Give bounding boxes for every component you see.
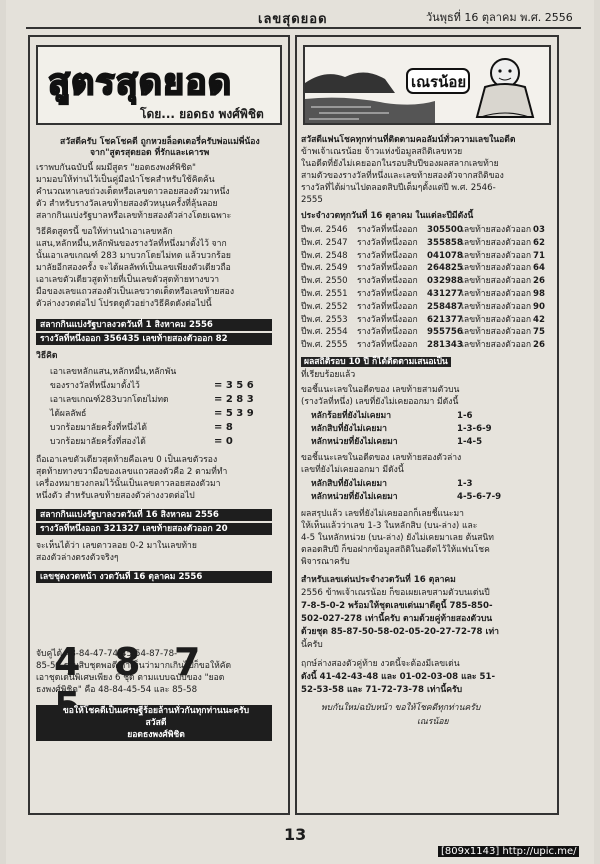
paragraph-line: สุดท้ายทางขวามือของเลขแถวสองตัวคือ 2 ตามที่ทำ: [36, 467, 228, 477]
position-label: หลักหน่วยที่ยังไม่เคยมา: [311, 492, 398, 502]
paragraph-line: หนึ่งตัว สำหรับเลขท้ายสองตัวล่างงวดต่อไป: [36, 491, 195, 501]
year-label: ปีพ.ศ. 2546: [301, 225, 348, 235]
intro-line: สวัสดีแฟนโชคทุกท่านที่ติดตามคอลัมน์ทั่วความเลขในอดีต: [301, 135, 516, 145]
first-prize-number: 258487: [427, 301, 463, 312]
paragraph-line: ด้วยชุด 85-87-50-58-02-05-20-27-72-78 เท่า: [301, 627, 499, 637]
logo-title: สูตรสุดยอด: [48, 62, 233, 103]
intro-line: 2555: [301, 195, 323, 205]
prize-label: รางวัลที่หนึ่งออก: [357, 301, 418, 312]
paragraph-line: 52-53-58 และ 71-72-73-78 เท่านี้ครับ: [301, 685, 463, 695]
prize-label: รางวัลที่หนึ่งออก: [357, 250, 418, 261]
paragraph-line: มามอบให้ท่านไว้เป็นคู่มือนำโชคสำหรับใช้คิดค้น: [36, 175, 215, 185]
newspaper-page: [6, 0, 594, 864]
paragraph-line: ให้เห็นแล้วว่าเลข 1-3 ในหลักสิบ (บน-ล่าง) และ: [301, 521, 478, 531]
calc-label: เอาเลขเกณฑ์283บวกโดยไม่ทด: [50, 395, 169, 405]
paragraph-line: มาลัยอีกสองครั้ง จะได้ผลลัพท์เป็นเลขเพียงตัวเดียวถือ: [36, 263, 231, 273]
intro-line: ในอดีตที่ยังไม่เคยออกในรอบสิบปีของผลสลากเลขท้าย: [301, 159, 499, 169]
paragraph-line: ขอชี้แนะเลขในอดีตของ เลขท้ายสามตัวบน: [301, 385, 460, 395]
last-two-number: 98: [533, 289, 545, 299]
last-two-number: 62: [533, 237, 545, 248]
calc-label: ของรางวัลที่หนึ่งมาตั้งไว้: [50, 381, 140, 391]
paragraph-line: สองตัวล่างตรงตัวจริงๆ: [36, 553, 119, 563]
paragraph-line: 85-58 รวมสิบชุดพอดี ถ้าเห็นว่ามากเกินไปก็ขอให้คัด: [36, 661, 232, 671]
year-label: ปีพ.ศ. 2548: [301, 250, 348, 261]
first-prize-number: 041078: [427, 250, 463, 261]
position-value: 1-3-6-9: [457, 424, 492, 434]
last-two-label: เลขท้ายสองตัวออก: [461, 327, 532, 338]
draw-date-bar: สลากกินแบ่งรัฐบาลงวดวันที่ 16 สิงหาคม 2556: [36, 509, 272, 521]
year-label: ปีพ.ศ. 2551: [301, 289, 348, 299]
paragraph-line: ตัวล่างงวดต่อไป โปรดดูตัวอย่างวิธีคิดดังต่อไปนี้: [36, 299, 212, 309]
position-label: หลักร้อยที่ยังไม่เคยมา: [311, 411, 392, 421]
intro-line: สวัสดีครับ โชคโชคดี ถูกหวยล็อตเตอรี่ครับพ่อแม่พี่น้อง: [60, 137, 260, 147]
closing-bar: สวัสดี: [36, 717, 272, 729]
first-prize-number: 032988: [427, 276, 463, 287]
position-label: หลักสิบที่ยังไม่เคยมา: [311, 424, 387, 434]
calc-value: = 0: [214, 436, 233, 447]
draw-date-bar: สลากกินแบ่งรัฐบาลงวดวันที่ 1 สิงหาคม 2556: [36, 319, 272, 331]
last-two-number: 26: [533, 340, 545, 351]
calc-value: = 5 3 9: [214, 408, 254, 419]
header-date: วันพุธที่ 16 ตุลาคม พ.ศ. 2556: [426, 11, 573, 24]
paragraph-line: เอาชุดเด่นพิเศษเพียง 6 ชุด ตามแบบฉบับของ "ยอด: [36, 673, 225, 683]
featured-digit: 8: [114, 640, 142, 684]
prize-label: รางวัลที่หนึ่งออก: [357, 340, 418, 351]
paragraph-line: สำหรับเลขเด่นประจำงวดวันที่ 16 ตุลาคม: [301, 575, 456, 585]
paragraph-line: เครื่องหมายวงกลมไว้นั้นเป็นเลขตาวลอยสองตัวมา: [36, 479, 221, 489]
signoff-name: เณรน้อย: [417, 717, 449, 727]
header-rule: [26, 27, 581, 29]
calc-value: = 2 8 3: [214, 394, 254, 405]
paragraph-line: ตัว สำหรับรางวัลเลขท้ายสองตัวหนุนครั้งที่ลุ้นลอย: [36, 199, 218, 209]
last-two-number: 90: [533, 301, 545, 312]
paragraph-line: ขอชี้แนะเลขในอดีตของ เลขท้ายสองตัวล่าง: [301, 453, 462, 463]
column-logo: [36, 45, 282, 125]
draw-result-bar: รางวัลที่หนึ่งออก 356435 เลขท้ายสองตัวออก 82: [36, 333, 272, 345]
last-two-number: 71: [533, 250, 545, 261]
prize-label: รางวัลที่หนึ่งออก: [357, 289, 418, 299]
stat-heading: ผลสถิติรอบ 10 ปี ก็ได้ติดตามเสนอเป็น: [301, 357, 451, 367]
right-column: [295, 35, 559, 815]
year-label: ปีพ.ศ. 2555: [301, 340, 348, 351]
paragraph-line: เอาเลขตัวเดียวสูดท้ายที่เป็นเลขตัวสุดท้ายทางขวา: [36, 275, 220, 285]
last-two-label: เลขท้ายสองตัวออก: [461, 301, 532, 312]
last-two-label: เลขท้ายสองตัวออก: [461, 276, 532, 287]
paragraph-line: มือของเลขแถวสองตัวเป็นเลขวาดเด็ดหรือเลขท้ายสอง: [36, 287, 235, 297]
year-label: ปีพ.ศ. 2547: [301, 237, 348, 248]
last-two-number: 64: [533, 263, 545, 274]
closing-bar: ขอให้โชคดีเป็นเศรษฐีร้อยล้านทั่วกันทุกท่านนะครับ: [36, 705, 272, 717]
paragraph-line: ฤกษ์ล่างสองตัวคู่ท้าย งวดนี้จะต้องมีเลขเด่น: [301, 659, 460, 669]
first-prize-number: 955756: [427, 327, 463, 338]
year-label: ปีพ.ศ. 2550: [301, 276, 348, 287]
page-number: 13: [284, 825, 307, 844]
year-label: ปีพ.ศ. 2554: [301, 327, 348, 338]
prize-label: รางวัลที่หนึ่งออก: [357, 276, 418, 287]
list-title: ประจำงวดทุกวันที่ 16 ตุลาคม ในแต่ละปีมีดังนี้: [301, 211, 474, 221]
position-label: หลักสิบที่ยังไม่เคยมา: [311, 479, 387, 489]
paragraph-line: ที่เรียบร้อยแล้ว: [301, 370, 356, 380]
last-two-label: เลขท้ายสองตัวออก: [461, 289, 532, 299]
position-value: 1-4-5: [457, 437, 483, 447]
banner-text: เณรน้อย: [411, 73, 467, 91]
paragraph-line: นั้นเอาเลขเกณฑ์ 283 มาบวกโดยไม่ทด แล้วบวกร้อย: [36, 251, 231, 261]
watermark-url: [809x1143] http://upic.me/: [438, 846, 579, 857]
prize-label: รางวัลที่หนึ่งออก: [357, 314, 418, 325]
position-value: 1-6: [457, 411, 473, 421]
position-label: หลักหน่วยที่ยังไม่เคยมา: [311, 437, 398, 447]
paragraph-line: จับคู่ได้ 48-84-47-74-45-54-87-78-: [36, 649, 178, 659]
paragraph-line: เลขที่ยังไม่เคยออกมา มีดังนี้: [301, 465, 404, 475]
calc-value: = 3 5 6: [214, 380, 254, 391]
paragraph-line: เราพบกันฉบับนี้ ผมมีสูตร "ยอดธงพงศ์พิชิต": [36, 163, 197, 173]
featured-digit: 4: [54, 640, 82, 684]
last-two-number: 75: [533, 327, 545, 338]
paragraph-line: คำนวณหาเลขถ่วงเด็ดหรือเลขตาวลอยสองตัวมาหนึ่ง: [36, 187, 230, 197]
paragraph-line: 4-5 ในหลักหน่วย (บน-ล่าง) ยังไม่เคยมาเลย ต้นสนิท: [301, 533, 494, 543]
paragraph-line: ถือเอาเลขตัวเดียวสุดท้ายคือเลข 0 เป็นเลขตัวรอง: [36, 455, 218, 465]
intro-line: ข้าพเจ้าเณรน้อย จ้าวแห่งข้อมูลสถิติเลขหวย: [301, 147, 463, 157]
paragraph-line: [301, 357, 451, 367]
author-bar: ยอดธงพงศ์พิชิต: [36, 729, 272, 741]
signoff-line: พบกันใหม่ฉบับหน้า ขอให้โชคดีทุกท่านครับ: [321, 703, 481, 713]
paragraph-line: ตลอดสิบปี ก็ขอฝากข้อมูลสถิติในอดีตไว้ให้แฟนโชค: [301, 545, 490, 555]
paragraph-line: แสน,หลักหมื่น,หลักพันของรางวัลที่หนึ่งมาตั้งไว้ จาก: [36, 239, 227, 249]
paragraph-line: ธงพงศ์พิชิต" คือ 48-84-45-54 และ 85-58: [36, 685, 198, 695]
paragraph-line: 2556 ข้าพเจ้าเณรน้อย ก็ขอเผยเลขสามตัวบนเด่นปี: [301, 588, 490, 598]
year-label: ปีพ.ศ. 2552: [301, 301, 348, 312]
last-two-number: 42: [533, 314, 545, 325]
paragraph-line: (รางวัลที่หนึ่ง) เลขที่ยังไม่เคยออกมา มีดังนี้: [301, 397, 459, 407]
paragraph-line: วิธีคิดสูตรนี้ ขอให้ท่านนำเอาเลขหลัก: [36, 227, 173, 237]
logo-byline: โดย... ยอดธง พงศ์พิชิต: [140, 107, 264, 121]
first-prize-number: 281343: [427, 340, 463, 351]
calc-label: บวกร้อยมาลัยครั้งที่หนึ่งได้: [50, 423, 147, 433]
intro-line: รางวัลที่ได้ผ่านไปตลอดสิบปีเต็มๆตั้งแต่ปี พ.ศ. 2546-: [301, 183, 496, 193]
calc-label: เอาเลขหลักแสน,หลักหมื่น,หลักพัน: [50, 367, 177, 377]
header-name: เลขสุดยอด: [258, 12, 328, 27]
paragraph-line: ผลสรุปแล้ว เลขที่ยังไม่เคยออกก็เลยชี้แนะมา: [301, 509, 464, 519]
intro-line: สามตัวของรางวัลที่หนึ่งและเลขท้ายสองตัวจากสถิติของ: [301, 171, 504, 181]
calc-value: = 8: [214, 422, 233, 433]
last-two-label: เลขท้ายสองตัวออก: [461, 340, 532, 351]
position-value: 1-3: [457, 479, 473, 489]
paragraph-line: นี้ครับ: [301, 640, 323, 650]
first-prize-number: 305500: [427, 225, 463, 235]
column-banner: [303, 45, 551, 125]
paragraph-line: 502-027-278 เท่านี้ครับ ตามด้วยคู่ท้ายสองตัวบน: [301, 614, 493, 624]
draw-result-bar: รางวัลที่หนึ่งออก 321327 เลขท้ายสองตัวออก 20: [36, 523, 272, 535]
paragraph-line: ดังนี้ 41-42-43-48 และ 01-02-03-08 และ 51-: [301, 672, 496, 682]
paragraph-line: 7-8-5-0-2 พร้อมให้ชุดเลขเด่นมาดีดูนี้ 785-850-: [301, 601, 493, 611]
calc-label: ได้ผลลัพธ์: [50, 409, 87, 419]
last-two-number: 03: [533, 225, 545, 235]
paragraph-line: พิจารณาครับ: [301, 557, 350, 567]
prize-label: รางวัลที่หนึ่งออก: [357, 327, 418, 338]
paragraph-line: จะเห็นได้ว่า เลขตาวลอย 0-2 มาในเลขท้าย: [36, 541, 197, 551]
paragraph-line: สลากกินแบ่งรัฐบาลหรือเลขท้ายสองตัวล่างโดยเฉพาะ: [36, 211, 232, 221]
featured-digit: 7: [174, 640, 202, 684]
first-prize-number: 264825: [427, 263, 463, 274]
next-draw-bar: เลขชุดงวดหน้า งวดวันที่ 16 ตุลาคม 2556: [36, 571, 272, 583]
first-prize-number: 621377: [427, 314, 463, 325]
last-two-label: เลขท้ายสองตัวออก: [461, 263, 532, 274]
last-two-label: เลขท้ายสองตัวออก: [461, 225, 532, 235]
landscape-illustration: [305, 47, 549, 123]
left-column: [28, 35, 290, 815]
first-prize-number: 355858: [427, 237, 463, 248]
prize-label: รางวัลที่หนึ่งออก: [357, 237, 418, 248]
intro-line: จาก"สูตรสุดยอด ที่รักและเคารพ: [90, 148, 210, 158]
last-two-label: เลขท้ายสองตัวออก: [461, 314, 532, 325]
calc-label: บวกร้อยมาลัยครั้งที่สองได้: [50, 437, 146, 447]
first-prize-number: 431277: [427, 289, 463, 299]
method-heading: วิธีคิด: [36, 351, 58, 361]
position-value: 4-5-6-7-9: [457, 492, 502, 502]
year-label: ปีพ.ศ. 2553: [301, 314, 348, 325]
last-two-label: เลขท้ายสองตัวออก: [461, 250, 532, 261]
prize-label: รางวัลที่หนึ่งออก: [357, 263, 418, 274]
last-two-label: เลขท้ายสองตัวออก: [461, 237, 532, 248]
year-label: ปีพ.ศ. 2549: [301, 263, 348, 274]
last-two-number: 26: [533, 276, 545, 287]
prize-label: รางวัลที่หนึ่งออก: [357, 225, 418, 235]
